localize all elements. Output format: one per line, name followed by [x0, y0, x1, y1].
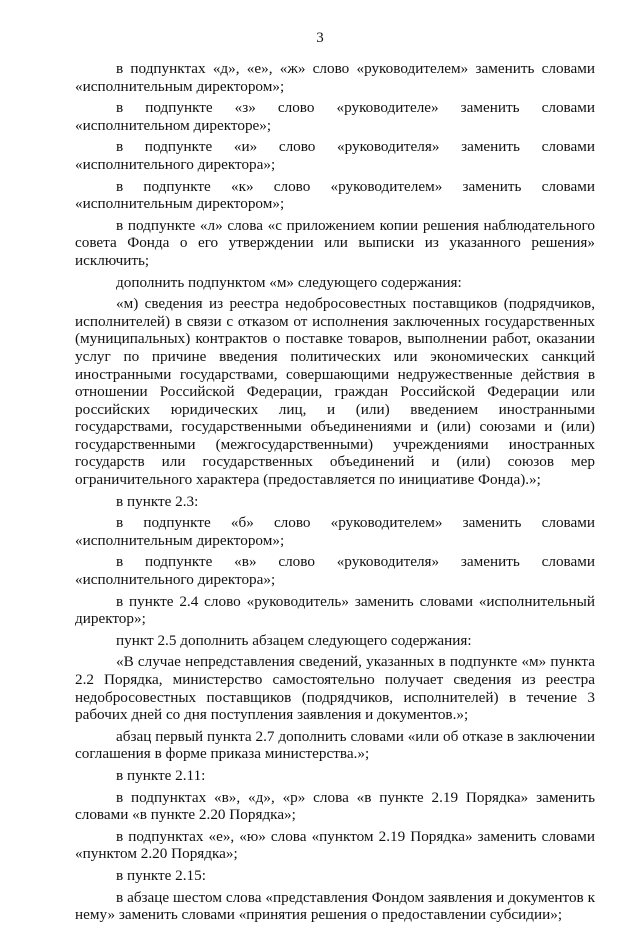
paragraph: пункт 2.5 дополнить абзацем следующего содержания:	[116, 631, 472, 649]
paragraph: «В случае непредставления сведений, указанных в подпункте «м» пункта 2.2 Порядка, министерство самостоятельно получает сведения из реестра недобросовестных поставщиков (подрядчиков, исполнителей) в течение 3 рабочих дней со дня поступления заявления и документов.»;	[75, 653, 595, 724]
paragraph: «м) сведения из реестра недобросовестных поставщиков (подрядчиков, исполнителей) в связи с отказом от исполнения заключенных государственных (муниципальных) контрактов о поставке товаров, выполнении работ, оказании услуг по причине введения политических или экономических санкций иностранными государствами, совершающими недружественные действия в отношении Российской Федерации, граждан Российской Федерации или российских юридических лиц, и (или) введением иностранными государствами, государственными объединениями и (или) союзами и (или) государственными (межгосударственными) учреждениями иностранных государств или государственных объединений и (или) союзов мер ограничительного характера (предоставляется по инициативе Фонда).»;	[75, 295, 595, 489]
paragraph: в абзаце шестом слова «представления Фондом заявления и документов к нему» заменить словами «принятия решения о предоставлении субсидии»;	[75, 888, 595, 924]
paragraph: в подпункте «б» слово «руководителем» заменить словами «исполнительным директором»;	[75, 514, 595, 549]
paragraph: в пункте 2.11:	[116, 766, 206, 784]
paragraph: в подпунктах «в», «д», «р» слова «в пункте 2.19 Порядка» заменить словами «в пункте 2.20 Порядка»;	[75, 788, 595, 824]
paragraph: в подпунктах «е», «ю» слова «пунктом 2.19 Порядка» заменить словами «пунктом 2.20 Порядка»;	[75, 827, 595, 863]
paragraph: в подпункте «в» слово «руководителя» заменить словами «исполнительного директора»;	[75, 553, 595, 589]
page-number: 3	[316, 30, 324, 46]
paragraph: в подпунктах «д», «е», «ж» слово «руководителем» заменить словами «исполнительным директором»;	[75, 60, 595, 95]
document-body	[75, 60, 595, 928]
paragraph: в подпункте «з» слово «руководителе» заменить словами «исполнительном директоре»;	[75, 99, 595, 134]
paragraph: в пункте 2.3:	[116, 492, 199, 510]
paragraph: в подпункте «л» слова «с приложением копии решения наблюдательного совета Фонда о его утверждении или выписки из указанного решения» исключить;	[75, 216, 595, 269]
paragraph: дополнить подпунктом «м» следующего содержания:	[116, 273, 462, 291]
paragraph: в подпункте «и» слово «руководителя» заменить словами «исполнительного директора»;	[75, 138, 595, 173]
paragraph: в пункте 2.4 слово «руководитель» заменить словами «исполнительный директор»;	[75, 592, 595, 628]
paragraph: абзац первый пункта 2.7 дополнить словами «или об отказе в заключении соглашения в форме приказа министерства.»;	[75, 727, 595, 763]
paragraph: в пункте 2.15:	[116, 866, 206, 884]
paragraph: в подпункте «к» слово «руководителем» заменить словами «исполнительным директором»;	[75, 177, 595, 213]
